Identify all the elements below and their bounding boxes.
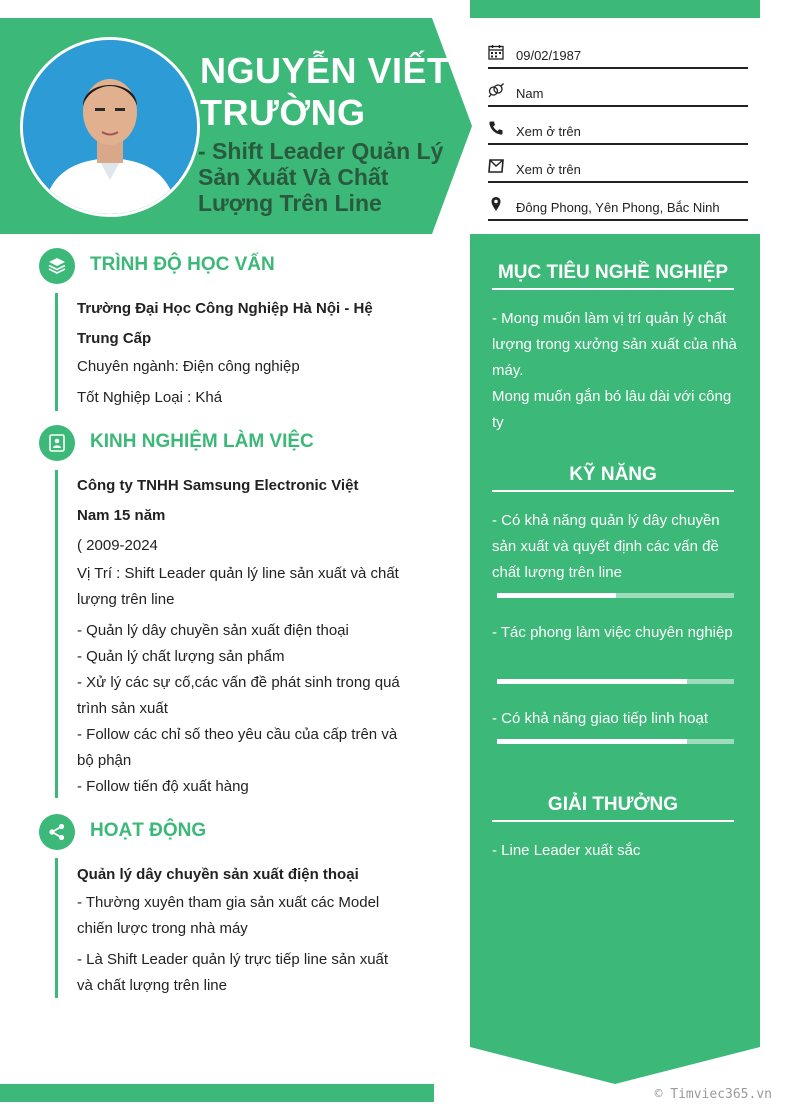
duty-item: - Quản lý chất lượng sản phẩm xyxy=(77,648,285,665)
share-icon xyxy=(47,822,67,842)
company-line-1: Công ty TNHH Samsung Electronic Việt xyxy=(77,477,359,494)
stack-layers-icon xyxy=(47,256,67,276)
education-school xyxy=(77,296,407,322)
bottom-accent-strip xyxy=(0,1084,434,1102)
experience-period: ( 2009-2024 xyxy=(77,537,158,554)
activities-heading xyxy=(77,862,407,888)
duty-item: - Follow tiến độ xuất hàng xyxy=(77,778,249,795)
calendar-icon xyxy=(488,44,504,60)
skill-item-2: - Tác phong làm việc chuyên nghiệp xyxy=(492,624,733,641)
skill-bar-fill-2 xyxy=(497,679,687,684)
contact-phone xyxy=(488,113,748,145)
awards-title: GIẢI THƯỞNG xyxy=(492,794,734,822)
address-value: Đông Phong, Yên Phong, Bắc Ninh xyxy=(516,199,720,215)
contact-birthday xyxy=(488,37,748,69)
duty-item: - Quản lý dây chuyền sản xuất điện thoại xyxy=(77,622,349,639)
education-major: Chuyên ngành: Điện công nghiệp xyxy=(77,358,300,375)
activities-heading-text: Quản lý dây chuyền sản xuất điện thoại xyxy=(77,866,359,883)
activity-item-1: - Thường xuyên tham gia sản xuất các Model chiến lược trong nhà máy xyxy=(77,894,380,937)
watermark: © Timviec365.vn xyxy=(654,1087,772,1102)
id-card-icon xyxy=(47,433,67,453)
experience-position: Vị Trí : Shift Leader quản lý line sản xuất và chất lượng trên line xyxy=(77,565,399,608)
award-item: - Line Leader xuất sắc xyxy=(492,842,641,859)
duty-item: - Follow các chỉ số theo yêu cầu của cấp trên và bộ phận xyxy=(77,726,398,769)
experience-section-icon xyxy=(39,425,75,461)
activities-line xyxy=(55,858,58,998)
education-school-2 xyxy=(77,326,407,352)
experience-line xyxy=(55,470,58,798)
candidate-name: NGUYỄN VIẾT TRƯỜNG xyxy=(200,50,450,133)
skill-item-3: - Có khả năng giao tiếp linh hoạt xyxy=(492,710,708,727)
school-line-1: Trường Đại Học Công Nghiệp Hà Nội - Hệ xyxy=(77,300,373,317)
top-accent-strip xyxy=(470,0,760,18)
activities-title: HOẠT ĐỘNG xyxy=(90,820,207,841)
duty-item: - Xử lý các sự cố,các vấn đề phát sinh trong quá trình sản xuất xyxy=(77,674,400,717)
email-value: Xem ở trên xyxy=(516,161,581,177)
location-pin-icon xyxy=(488,196,504,212)
school-line-2: Trung Cấp xyxy=(77,330,152,347)
skill-bar-3 xyxy=(497,739,734,744)
skill-bar-fill-3 xyxy=(497,739,687,744)
gender-icon xyxy=(488,82,504,98)
skill-bar-2 xyxy=(497,679,734,684)
objective-title: MỤC TIÊU NGHỀ NGHIỆP xyxy=(492,262,734,290)
education-grade: Tốt Nghiệp Loại : Khá xyxy=(77,389,223,406)
experience-title: KINH NGHIỆM LÀM VIỆC xyxy=(90,431,314,452)
objective-text-2: Mong muốn gắn bó lâu dài với công ty xyxy=(492,388,732,431)
contact-email xyxy=(488,151,748,183)
education-section-icon xyxy=(39,248,75,284)
education-line xyxy=(55,293,58,411)
job-title: - Shift Leader Quản Lý Sản Xuất Và Chất Lượng Trên Line xyxy=(198,138,444,216)
activity-item-2: - Là Shift Leader quản lý trực tiếp line sản xuất và chất lượng trên line xyxy=(77,951,389,994)
person-avatar-icon xyxy=(23,40,197,214)
skills-title: KỸ NĂNG xyxy=(492,464,734,492)
phone-icon xyxy=(488,120,504,136)
experience-company xyxy=(77,473,407,499)
objective-text-1: - Mong muốn làm vị trí quản lý chất lượng trong xưởng sản xuất của nhà máy. xyxy=(492,310,737,379)
experience-company-2 xyxy=(77,503,407,529)
profile-photo xyxy=(20,37,200,217)
skill-item-1: - Có khả năng quản lý dây chuyền sản xuất và quyết định các vấn đề chất lượng trên line xyxy=(492,512,720,581)
phone-value: Xem ở trên xyxy=(516,123,581,139)
activities-section-icon xyxy=(39,814,75,850)
email-icon xyxy=(488,158,504,174)
skill-bar-fill-1 xyxy=(497,593,616,598)
contact-gender xyxy=(488,75,748,107)
birthday-value: 09/02/1987 xyxy=(516,47,582,63)
skill-bar-1 xyxy=(497,593,734,598)
contact-address xyxy=(488,189,748,221)
company-line-2: Nam 15 năm xyxy=(77,507,166,524)
education-title: TRÌNH ĐỘ HỌC VẤN xyxy=(90,254,275,275)
gender-value: Nam xyxy=(516,85,544,101)
